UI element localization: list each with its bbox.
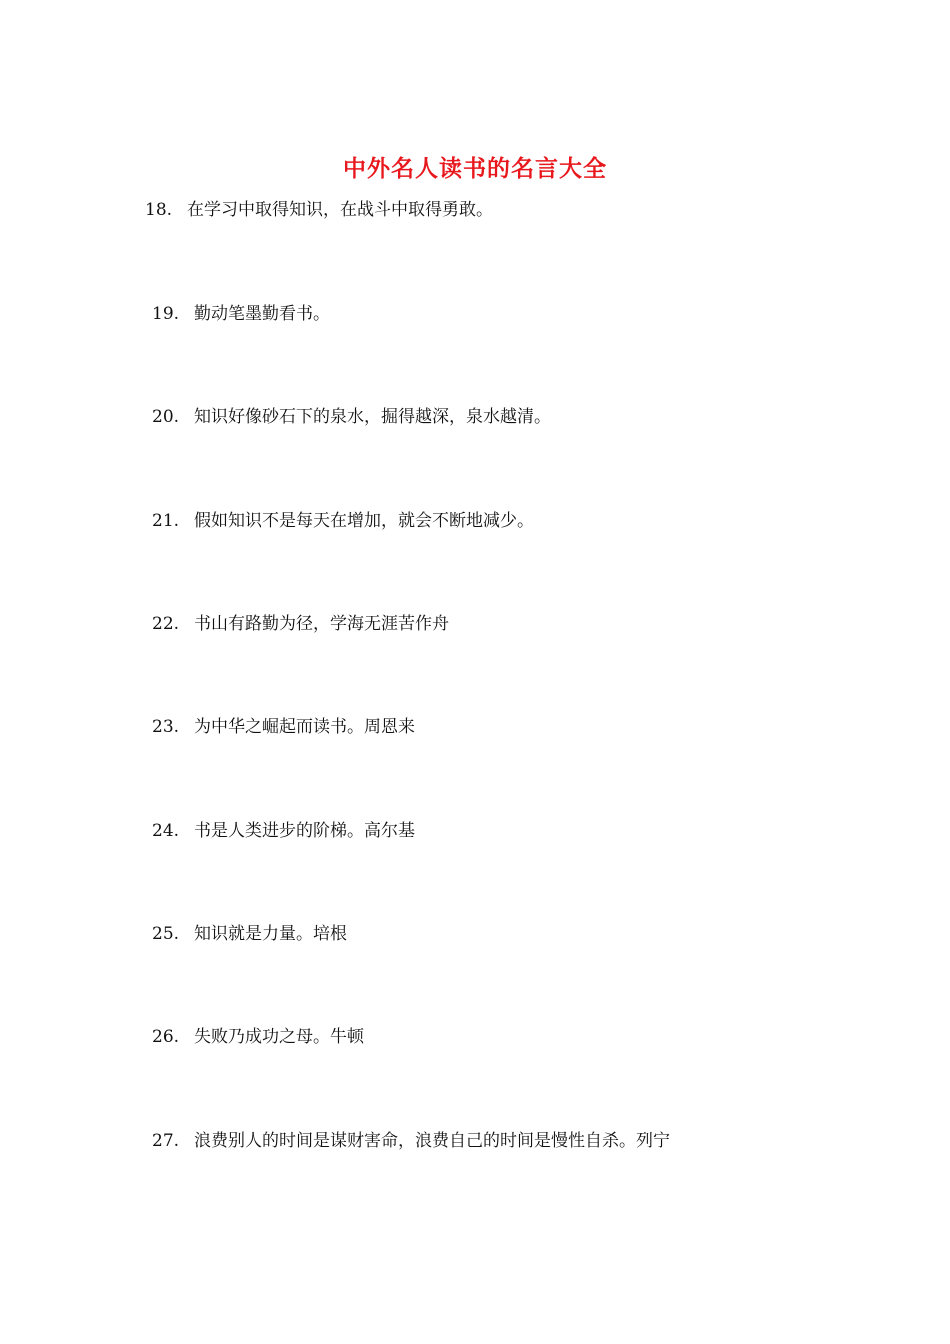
quote-text: 书是人类进步的阶梯。高尔基: [194, 821, 415, 841]
quote-number: 24.: [152, 821, 180, 841]
quote-item-25: [152, 922, 347, 946]
quote-text: 浪费别人的时间是谋财害命，浪费自己的时间是慢性自杀。列宁: [194, 1131, 670, 1151]
quote-text: 书山有路勤为径，学海无涯苦作舟: [194, 614, 449, 634]
quote-item-19: [152, 302, 330, 326]
quote-item-22: [152, 612, 449, 636]
quote-text: 勤动笔墨勤看书。: [194, 304, 330, 324]
quote-item-20: [152, 405, 551, 429]
quote-number: 22.: [152, 614, 180, 634]
quote-text: 知识就是力量。培根: [194, 924, 347, 944]
quote-item-18: [145, 198, 493, 222]
quote-text: 失败乃成功之母。牛顿: [194, 1027, 364, 1047]
quote-text: 知识好像砂石下的泉水，掘得越深，泉水越清。: [194, 407, 551, 427]
quote-number: 21.: [152, 511, 180, 531]
quote-number: 18.: [145, 200, 173, 220]
quote-number: 26.: [152, 1027, 180, 1047]
quote-text: 假如知识不是每天在增加，就会不断地减少。: [194, 511, 534, 531]
quote-number: 19.: [152, 304, 180, 324]
page-title: 中外名人读书的名言大全: [343, 156, 607, 182]
quote-number: 20.: [152, 407, 180, 427]
quote-item-21: [152, 509, 534, 533]
quote-number: 27.: [152, 1131, 180, 1151]
quote-text: 在学习中取得知识，在战斗中取得勇敢。: [187, 200, 493, 220]
quote-number: 23.: [152, 717, 180, 737]
quote-item-26: [152, 1025, 364, 1049]
quote-item-27: [152, 1129, 670, 1153]
quote-text: 为中华之崛起而读书。周恩来: [194, 717, 415, 737]
quote-item-24: [152, 819, 415, 843]
quote-number: 25.: [152, 924, 180, 944]
quote-item-23: [152, 715, 415, 739]
